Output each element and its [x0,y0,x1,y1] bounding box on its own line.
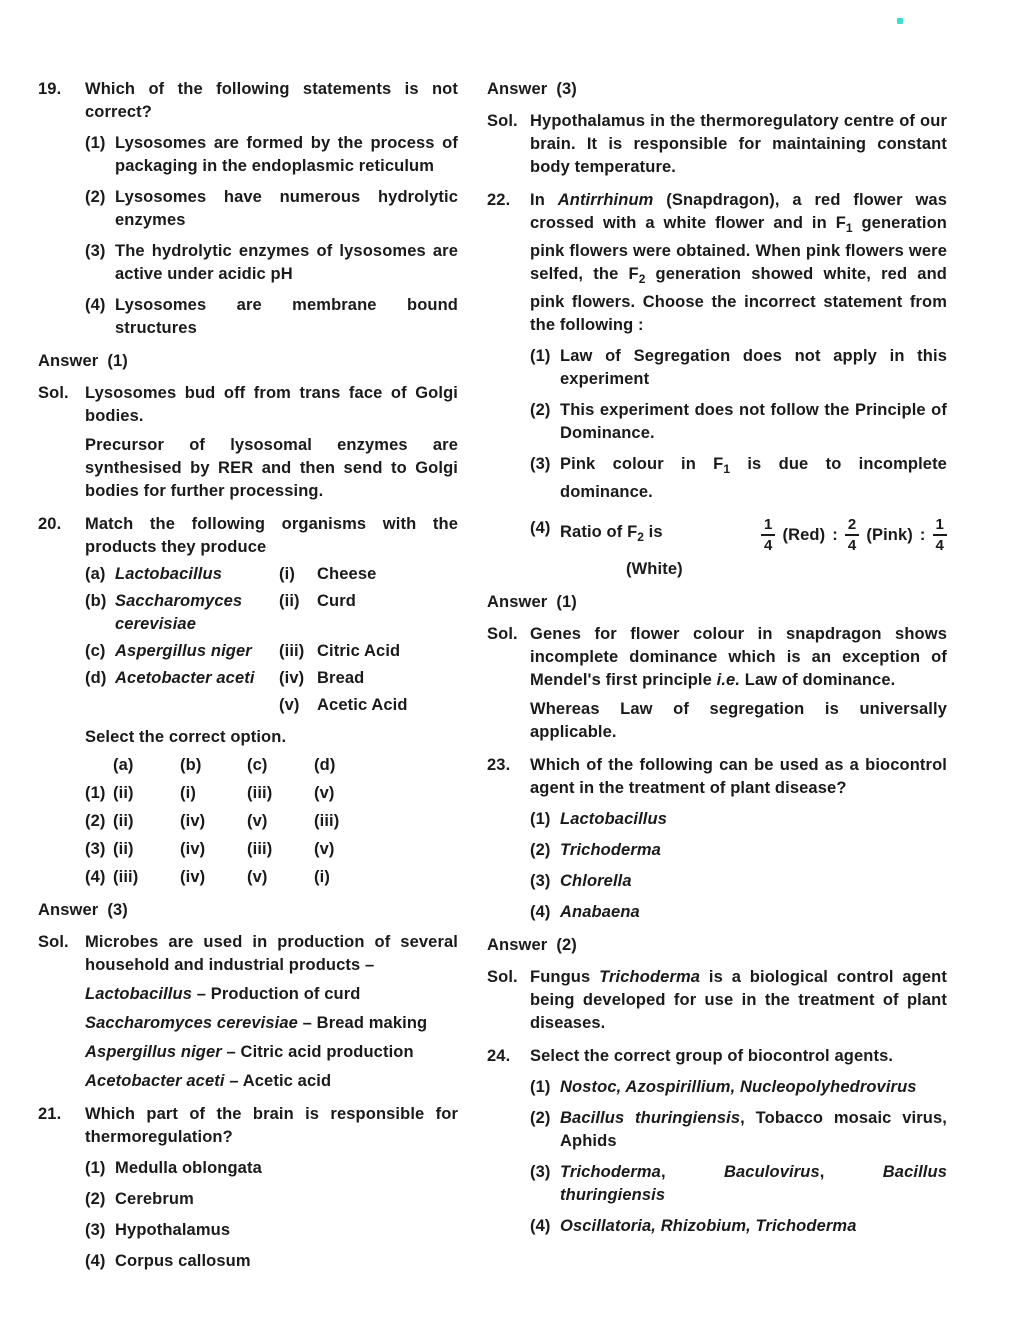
option-label: (3) [530,1163,551,1181]
question-23 [487,754,947,924]
option-label: (4) [85,1252,106,1270]
solution-23-body [530,966,947,1035]
text-segment: is [643,523,663,541]
question-24-option-1 [530,1076,947,1099]
solution-paragraph [85,1012,458,1035]
match-left-text [115,640,279,663]
match-left-label: (a) [85,565,106,583]
question-21-option-1 [85,1157,458,1180]
question-23-number: 23. [487,756,511,774]
question-21 [38,1103,458,1273]
text-segment: – Bread making [297,1014,428,1032]
text-segment: , Tobacco mosaic virus, Aphids [560,1109,947,1150]
scan-artifact-dot [897,18,903,24]
solution-paragraph [85,931,458,977]
option-text [560,1076,947,1099]
ratio-term-pink: (Pink) [866,525,913,544]
answer-label: Answer [487,936,548,954]
fraction-denominator: 4 [847,537,857,554]
option-text [560,399,947,445]
option-text [115,240,458,286]
grid-cell: (ii) [113,784,134,802]
text-segment: Lactobacillus [560,810,668,828]
option-text [560,839,947,862]
option-grid [85,754,458,889]
text-segment: Trichoderma [599,968,701,986]
fraction-numerator: 1 [761,517,775,536]
grid-header-cell: (b) [180,756,202,774]
grid-cell: (iii) [113,868,139,886]
text-segment: Trichoderma [560,1163,661,1181]
answer-label: Answer [487,593,548,611]
grid-cell: (v) [247,868,268,886]
match-right-label: (i) [279,565,295,583]
fraction-expression [761,517,947,553]
answer-value: (1) [107,352,128,370]
question-21-number: 21. [38,1105,62,1123]
question-20-number: 20. [38,515,62,533]
option-label: (4) [85,296,106,314]
grid-cell: (iv) [180,868,206,886]
question-19-option-4 [85,294,458,340]
text-segment: Precursor of lysosomal enzymes are synthesised by RER and then send to Golgi bodies for further processing. [85,436,458,500]
text-segment: Cerebrum [115,1190,194,1208]
grid-cell: (iii) [314,812,340,830]
solution-paragraph [85,1070,458,1093]
match-left-label: (d) [85,669,107,687]
match-table [85,563,458,717]
question-21-text [85,1103,458,1149]
answer-value: (2) [556,936,577,954]
text-segment: Law of Segregation does not apply in this experiment [560,347,947,388]
grid-header [85,754,458,777]
option-text [115,132,458,178]
grid-header-spacer [85,754,113,777]
text-segment: Hypothalamus [115,1221,231,1239]
option-text [560,345,947,391]
ratio-term-white: (White) [626,560,683,578]
solution-19 [38,382,458,503]
match-row [85,640,458,663]
option-label: (4) [530,519,551,537]
solution-22-body [530,623,947,744]
question-22 [487,189,947,581]
solution-paragraph [85,434,458,503]
question-19-text [85,78,458,124]
solution-paragraph [85,382,458,428]
text-segment: – Acetic acid [224,1072,332,1090]
option-text [560,1215,947,1238]
answer-19 [38,350,458,373]
question-23-body [530,754,947,924]
question-24-number: 24. [487,1047,511,1065]
question-24-option-3 [530,1161,947,1207]
question-24-option-4 [530,1215,947,1238]
text-segment: , [819,1163,883,1181]
grid-row [85,782,458,805]
match-right-text: Citric Acid [317,642,401,660]
text-segment: 2 [637,530,644,544]
text-segment: Law of dominance. [740,671,896,689]
answer-20 [38,899,458,922]
text-segment: This experiment does not follow the Principle of Dominance. [560,401,947,442]
grid-cell: (iv) [180,840,206,858]
match-right-text: Curd [317,592,356,610]
solution-21-body [530,110,947,179]
text-segment: Fungus [530,968,600,986]
question-19-option-1 [85,132,458,178]
match-right-text: Bread [317,669,365,687]
text-segment: Acetobacter aceti [85,1072,225,1090]
text-segment: is due to incomplete dominance. [560,455,947,501]
grid-cell: (i) [180,784,196,802]
answer-23 [487,934,947,957]
question-23-text [530,754,947,800]
option-label: (3) [530,872,551,890]
answer-21 [487,78,947,101]
option-label: (3) [530,455,551,473]
text-segment: Whereas Law of segregation is universally applicable. [530,700,947,741]
text-segment: Pink colour in F [560,455,724,473]
answer-value: (1) [556,593,577,611]
match-row [85,694,458,717]
text-segment: The hydrolytic enzymes of lysosomes are active under acidic pH [115,242,458,283]
text-segment: Corpus callosum [115,1252,251,1270]
match-left-text [115,590,279,636]
option-label: (1) [530,347,551,365]
text-segment: – Citric acid production [221,1043,414,1061]
ratio-lead-text [560,521,663,549]
grid-row [85,810,458,833]
organism-name: Lactobacillus [115,565,223,583]
match-right-label: (ii) [279,592,300,610]
text-segment: 2 [638,272,646,286]
text-segment: Anabaena [560,903,640,921]
question-24-option-2 [530,1107,947,1153]
question-22-option-2 [530,399,947,445]
option-label: (1) [85,134,106,152]
text-segment: Ratio of F [560,523,638,541]
solution-paragraph [530,110,947,179]
text-segment: Match the following organisms with the products they produce [85,515,458,556]
text-segment: Which of the following can be used as a biocontrol agent in the treatment of plant disease? [530,756,947,797]
question-23-option-2 [530,839,947,862]
text-segment: Which part of the brain is responsible for thermoregulation? [85,1105,458,1146]
solution-label: Sol. [487,112,518,130]
text-segment: Select the correct group of biocontrol agents. [530,1047,894,1065]
solution-paragraph [530,623,947,692]
text-segment: Microbes are used in production of several household and industrial products – [85,933,458,974]
organism-name: Saccharomyces [115,592,243,610]
fraction [933,517,947,553]
option-text [560,1107,947,1153]
solution-19-body [85,382,458,503]
ratio-colon: : [832,525,838,544]
option-label: (1) [530,810,551,828]
solution-20 [38,931,458,1093]
right-column [487,78,947,1248]
ratio-colon: : [919,525,926,544]
text-segment: Lactobacillus [85,985,193,1003]
text-segment: – Production of curd [192,985,361,1003]
solution-22 [487,623,947,744]
answer-label: Answer [487,80,548,98]
grid-header-cell: (c) [247,756,268,774]
fraction-denominator: 4 [935,537,944,554]
text-segment: Genes for flower colour in snapdragon shows incomplete dominance which is an exception of Mendel's first principle [530,625,947,689]
text-segment: Nostoc, Azospirillium, Nucleopolyhedrovirus [560,1078,917,1096]
answer-22 [487,591,947,614]
question-24 [487,1045,947,1238]
select-option-line: Select the correct option. [85,728,287,746]
organism-name: Acetobacter aceti [115,669,255,687]
match-row [85,667,458,690]
match-left-text [115,667,279,690]
match-left-label [85,694,115,717]
match-right-text: Cheese [317,565,377,583]
match-right-text: Acetic Acid [317,696,408,714]
option-label: (4) [530,1217,551,1235]
option-text [560,453,947,504]
fraction [845,517,859,553]
text-segment: 1 [845,221,853,235]
ratio-term-red: (Red) [782,525,826,544]
option-text [115,1188,458,1211]
option-text [115,186,458,232]
question-24-body [530,1045,947,1238]
text-segment: Oscillatoria, Rhizobium, Trichoderma [560,1217,857,1235]
question-20 [38,513,458,889]
question-24-text [530,1045,947,1068]
solution-paragraph [85,983,458,1006]
option-label: (3) [85,1221,106,1239]
text-segment: Antirrhinum [557,191,654,209]
option-label: (4) [530,903,551,921]
text-segment: Chlorella [560,872,632,890]
fraction-denominator: 4 [764,537,773,554]
text-segment: Hypothalamus in the thermoregulatory centre of our brain. It is responsible for maintaining constant body temperature. [530,112,947,176]
option-label: (2) [530,401,551,419]
option-label: (2) [85,188,106,206]
answer-label: Answer [38,901,99,919]
text-segment: Lysosomes have numerous hydrolytic enzymes [115,188,458,229]
match-right-label: (iii) [279,642,305,660]
option-label: (2) [85,1190,106,1208]
solution-label: Sol. [38,933,69,951]
text-segment: 1 [723,462,731,476]
grid-row-label: (1) [85,784,106,802]
question-21-option-3 [85,1219,458,1242]
fraction [761,517,775,553]
option-text [560,808,947,831]
text-segment: Trichoderma [560,841,661,859]
match-left-text [115,694,279,717]
grid-cell: (iv) [180,812,206,830]
text-segment: Bacillus thuringiensis [560,1163,947,1204]
question-19-number: 19. [38,80,62,98]
option-label: (2) [530,841,551,859]
answer-value: (3) [556,80,577,98]
option-text [115,1250,458,1273]
option-label: (1) [85,1159,106,1177]
solution-paragraph [530,698,947,744]
option-text [560,870,947,893]
grid-row [85,866,458,889]
text-segment: is a biological control agent being developed for use in the treatment of plant diseases. [530,968,947,1032]
question-20-text [85,513,458,559]
text-segment: Medulla oblongata [115,1159,262,1177]
fraction-numerator: 2 [845,517,859,536]
match-left-text [115,563,279,586]
option-text [115,1157,458,1180]
fraction-numerator: 1 [933,517,947,536]
match-left-label: (c) [85,642,106,660]
solution-label: Sol. [487,968,518,986]
question-23-option-1 [530,808,947,831]
text-segment: Saccharomyces cerevisiae [85,1014,298,1032]
text-segment: In [530,191,558,209]
solution-paragraph [530,966,947,1035]
match-right-label: (v) [279,696,300,714]
solution-paragraph [85,1041,458,1064]
text-segment: , [660,1163,724,1181]
grid-header-cell: (a) [113,756,134,774]
grid-row-label: (3) [85,840,106,858]
question-22-option-1 [530,345,947,391]
grid-cell: (v) [314,784,335,802]
grid-cell: (ii) [113,812,134,830]
option-label: (2) [530,1109,551,1127]
question-22-body [530,189,947,581]
grid-cell: (v) [247,812,268,830]
question-21-option-4 [85,1250,458,1273]
solution-21 [487,110,947,179]
question-19-option-3 [85,240,458,286]
option-text [115,1219,458,1242]
answer-label: Answer [38,352,99,370]
grid-cell: (v) [314,840,335,858]
grid-cell: (iii) [247,840,273,858]
grid-header-cell: (d) [314,756,336,774]
grid-row-label: (4) [85,868,106,886]
text-segment: Aspergillus niger [85,1043,222,1061]
question-19-body [85,78,458,340]
grid-row [85,838,458,861]
text-segment: generation pink flowers were obtained. When pink flowers were selfed, the F [530,214,947,283]
match-row [85,563,458,586]
answer-value: (3) [107,901,128,919]
text-segment: i.e. [716,671,741,689]
match-left-label: (b) [85,592,107,610]
option-label: (3) [85,242,106,260]
solution-23 [487,966,947,1035]
question-21-body [85,1103,458,1273]
option-text [560,1161,947,1207]
option-text [115,294,458,340]
grid-cell: (ii) [113,840,134,858]
grid-cell: (i) [314,868,330,886]
option-text [560,901,947,924]
text-segment: (Snapdragon), a red flower was crossed with a white flower and in F [530,191,947,232]
organism-name-line2: cerevisiae [115,615,197,633]
question-19-option-2 [85,186,458,232]
grid-cell: (iii) [247,784,273,802]
solution-label: Sol. [487,625,518,643]
left-column [38,78,458,1283]
text-segment: Which of the following statements is not correct? [85,80,458,121]
text-segment: generation showed white, red and pink flowers. Choose the incorrect statement from the following : [530,265,947,334]
ratio-line [560,517,947,553]
question-20-body [85,513,458,889]
match-right-label: (iv) [279,669,305,687]
question-22-text [530,189,947,337]
match-row [85,590,458,636]
text-segment: Lysosomes are formed by the process of packaging in the endoplasmic reticulum [115,134,458,175]
question-23-option-3 [530,870,947,893]
question-23-option-4 [530,901,947,924]
grid-row-label: (2) [85,812,106,830]
text-segment: Lysosomes bud off from trans face of Golgi bodies. [85,384,458,425]
question-22-option-4 [530,517,947,581]
question-22-number: 22. [487,191,511,209]
text-segment: Baculovirus [723,1163,820,1181]
solution-20-body [85,931,458,1093]
solution-label: Sol. [38,384,69,402]
text-segment: Bacillus thuringiensis [560,1109,741,1127]
option-label: (1) [530,1078,551,1096]
question-21-option-2 [85,1188,458,1211]
ratio-expression [560,517,947,581]
text-segment: Lysosomes are membrane bound structures [115,296,458,337]
question-19 [38,78,458,340]
question-22-option-3 [530,453,947,504]
organism-name: Aspergillus niger [115,642,252,660]
